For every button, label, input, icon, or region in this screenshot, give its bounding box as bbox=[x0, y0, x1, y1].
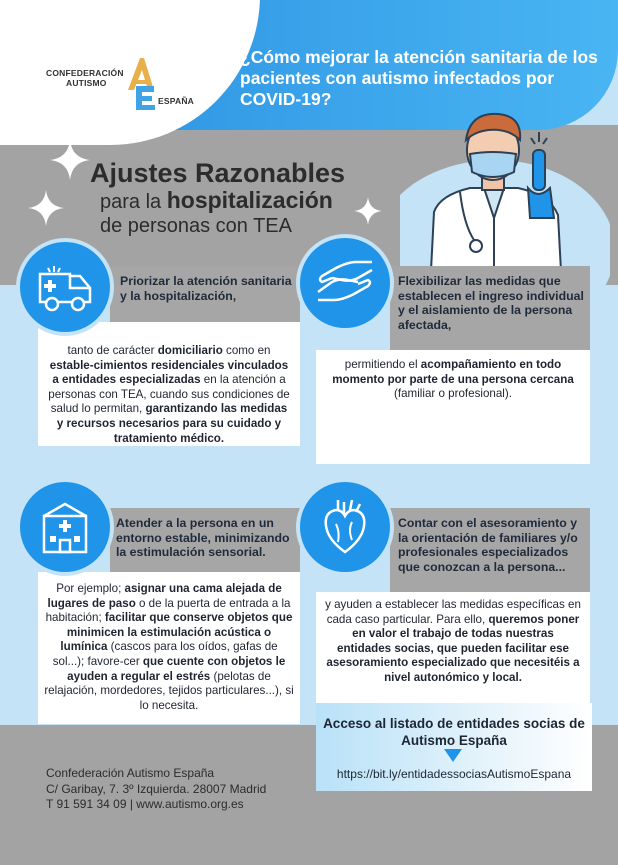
card-1-body-segment: en la atención a personas con TEA, cuando sus condiciones de salud lo permitan, bbox=[48, 373, 290, 416]
arrow-down-icon bbox=[444, 749, 462, 762]
title-line2-bold: hospitalización bbox=[166, 187, 333, 213]
footer-org: Confederación Autismo España bbox=[46, 766, 215, 780]
main-title bbox=[90, 158, 410, 238]
header-title: ¿Cómo mejorar la atención sanitaria de los pacientes con autismo infectados por COVID-19? bbox=[240, 47, 598, 109]
card-1-body-segment: como en bbox=[222, 344, 271, 357]
card-1-body-segment: estable-cimientos residenciales vinculados a entidades especializadas bbox=[49, 358, 289, 387]
card-3-body-segment: o de la puerta de entrada a la habitación; bbox=[45, 596, 291, 625]
card-3-body-segment: asignar una cama alejada de lugares de paso bbox=[47, 582, 282, 610]
sparkle-icon bbox=[50, 140, 90, 180]
access-link[interactable]: https://bit.ly/entidadessociasAutismoEspana bbox=[336, 767, 572, 781]
card-2-body-segment: acompañamiento en todo momento por parte de una persona cercana bbox=[332, 358, 574, 386]
card-4-heading: Contar con el asesoramiento y la orientación de familiares y/o profesionales especializados que conozcan a la persona... bbox=[390, 508, 590, 592]
card-2-icon-circle bbox=[296, 234, 394, 332]
hospital-icon bbox=[34, 496, 96, 558]
card-3-body bbox=[38, 572, 300, 724]
card-4-body bbox=[316, 592, 590, 704]
access-box bbox=[316, 703, 592, 791]
card-1-body-segment: domiciliario bbox=[157, 344, 223, 357]
logo-text-line2: AUTISMO bbox=[66, 78, 107, 88]
card-1-icon-circle bbox=[16, 238, 114, 336]
ambulance-icon bbox=[34, 256, 96, 318]
hands-icon bbox=[314, 252, 376, 314]
card-3-body-segment: que cuente con objetos le ayuden a regular el estrés bbox=[67, 654, 286, 683]
title-line1: Ajustes Razonables bbox=[90, 158, 346, 188]
card-3-body-segment: Por ejemplo; bbox=[56, 582, 125, 595]
card-4-body-segment: queremos poner en valor el trabajo de todas nuestras entidades socias, que pueden facilitar ese asesoramiento especializado que necesitéis a nivel autonómico y local. bbox=[326, 612, 580, 684]
doctor-illustration bbox=[400, 100, 610, 290]
card-3-heading: Atender a la persona en un entorno estable, minimizando la estimulación sensorial. bbox=[110, 508, 300, 572]
card-2-heading: Flexibilizar las medidas que establecen el ingreso individual y el aislamiento de la persona afectada, bbox=[390, 266, 590, 350]
title-line2 bbox=[90, 188, 410, 214]
card-3-icon-circle bbox=[16, 478, 114, 576]
card-4-body-segment: y ayuden a establecer las medidas específicas en cada caso particular. Para ello, bbox=[325, 598, 581, 626]
sparkle-icon bbox=[28, 190, 64, 226]
footer-phone-web: T 91 591 34 09 | www.autismo.org.es bbox=[46, 797, 244, 811]
card-1-body-segment: garantizando las medidas y recursos necesarios para su cuidado y tratamiento médico. bbox=[56, 402, 288, 445]
card-2-body-segment: permitiendo el bbox=[344, 358, 421, 371]
logo-ae-mark bbox=[122, 56, 162, 110]
card-2-body bbox=[316, 350, 590, 464]
card-2-body-segment: (familiar o profesional). bbox=[394, 387, 512, 401]
card-3-body-segment: (pelotas de relajación, mordedores, tejidos particulares...), si lo necesita. bbox=[44, 669, 294, 712]
footer-contact bbox=[46, 766, 306, 813]
card-1-heading: Priorizar la atención sanitaria y la hospitalización, bbox=[110, 266, 300, 322]
title-line3: de personas con TEA bbox=[100, 215, 292, 237]
logo-text-line1: CONFEDERACIÓN bbox=[46, 68, 124, 78]
logo bbox=[46, 56, 206, 116]
card-1-body-segment: tanto de carácter bbox=[67, 344, 158, 357]
card-3-body-segment: facilitar que conserve objetos que minimicen la estimulación acústica o lumínica bbox=[60, 611, 293, 654]
card-1-body bbox=[38, 322, 300, 446]
heart-icon bbox=[314, 496, 376, 558]
title-line2-pre: para la bbox=[100, 191, 167, 213]
access-title: Acceso al listado de entidades socias de Autismo España bbox=[323, 716, 585, 748]
footer-address: C/ Garibay, 7. 3º Izquierda. 28007 Madrid bbox=[46, 781, 267, 796]
card-4-icon-circle bbox=[296, 478, 394, 576]
card-3-body-segment: (cascos para los oídos, gafas de sol...); favore-cer bbox=[52, 640, 278, 668]
logo-text-line3: ESPAÑA bbox=[158, 96, 194, 106]
